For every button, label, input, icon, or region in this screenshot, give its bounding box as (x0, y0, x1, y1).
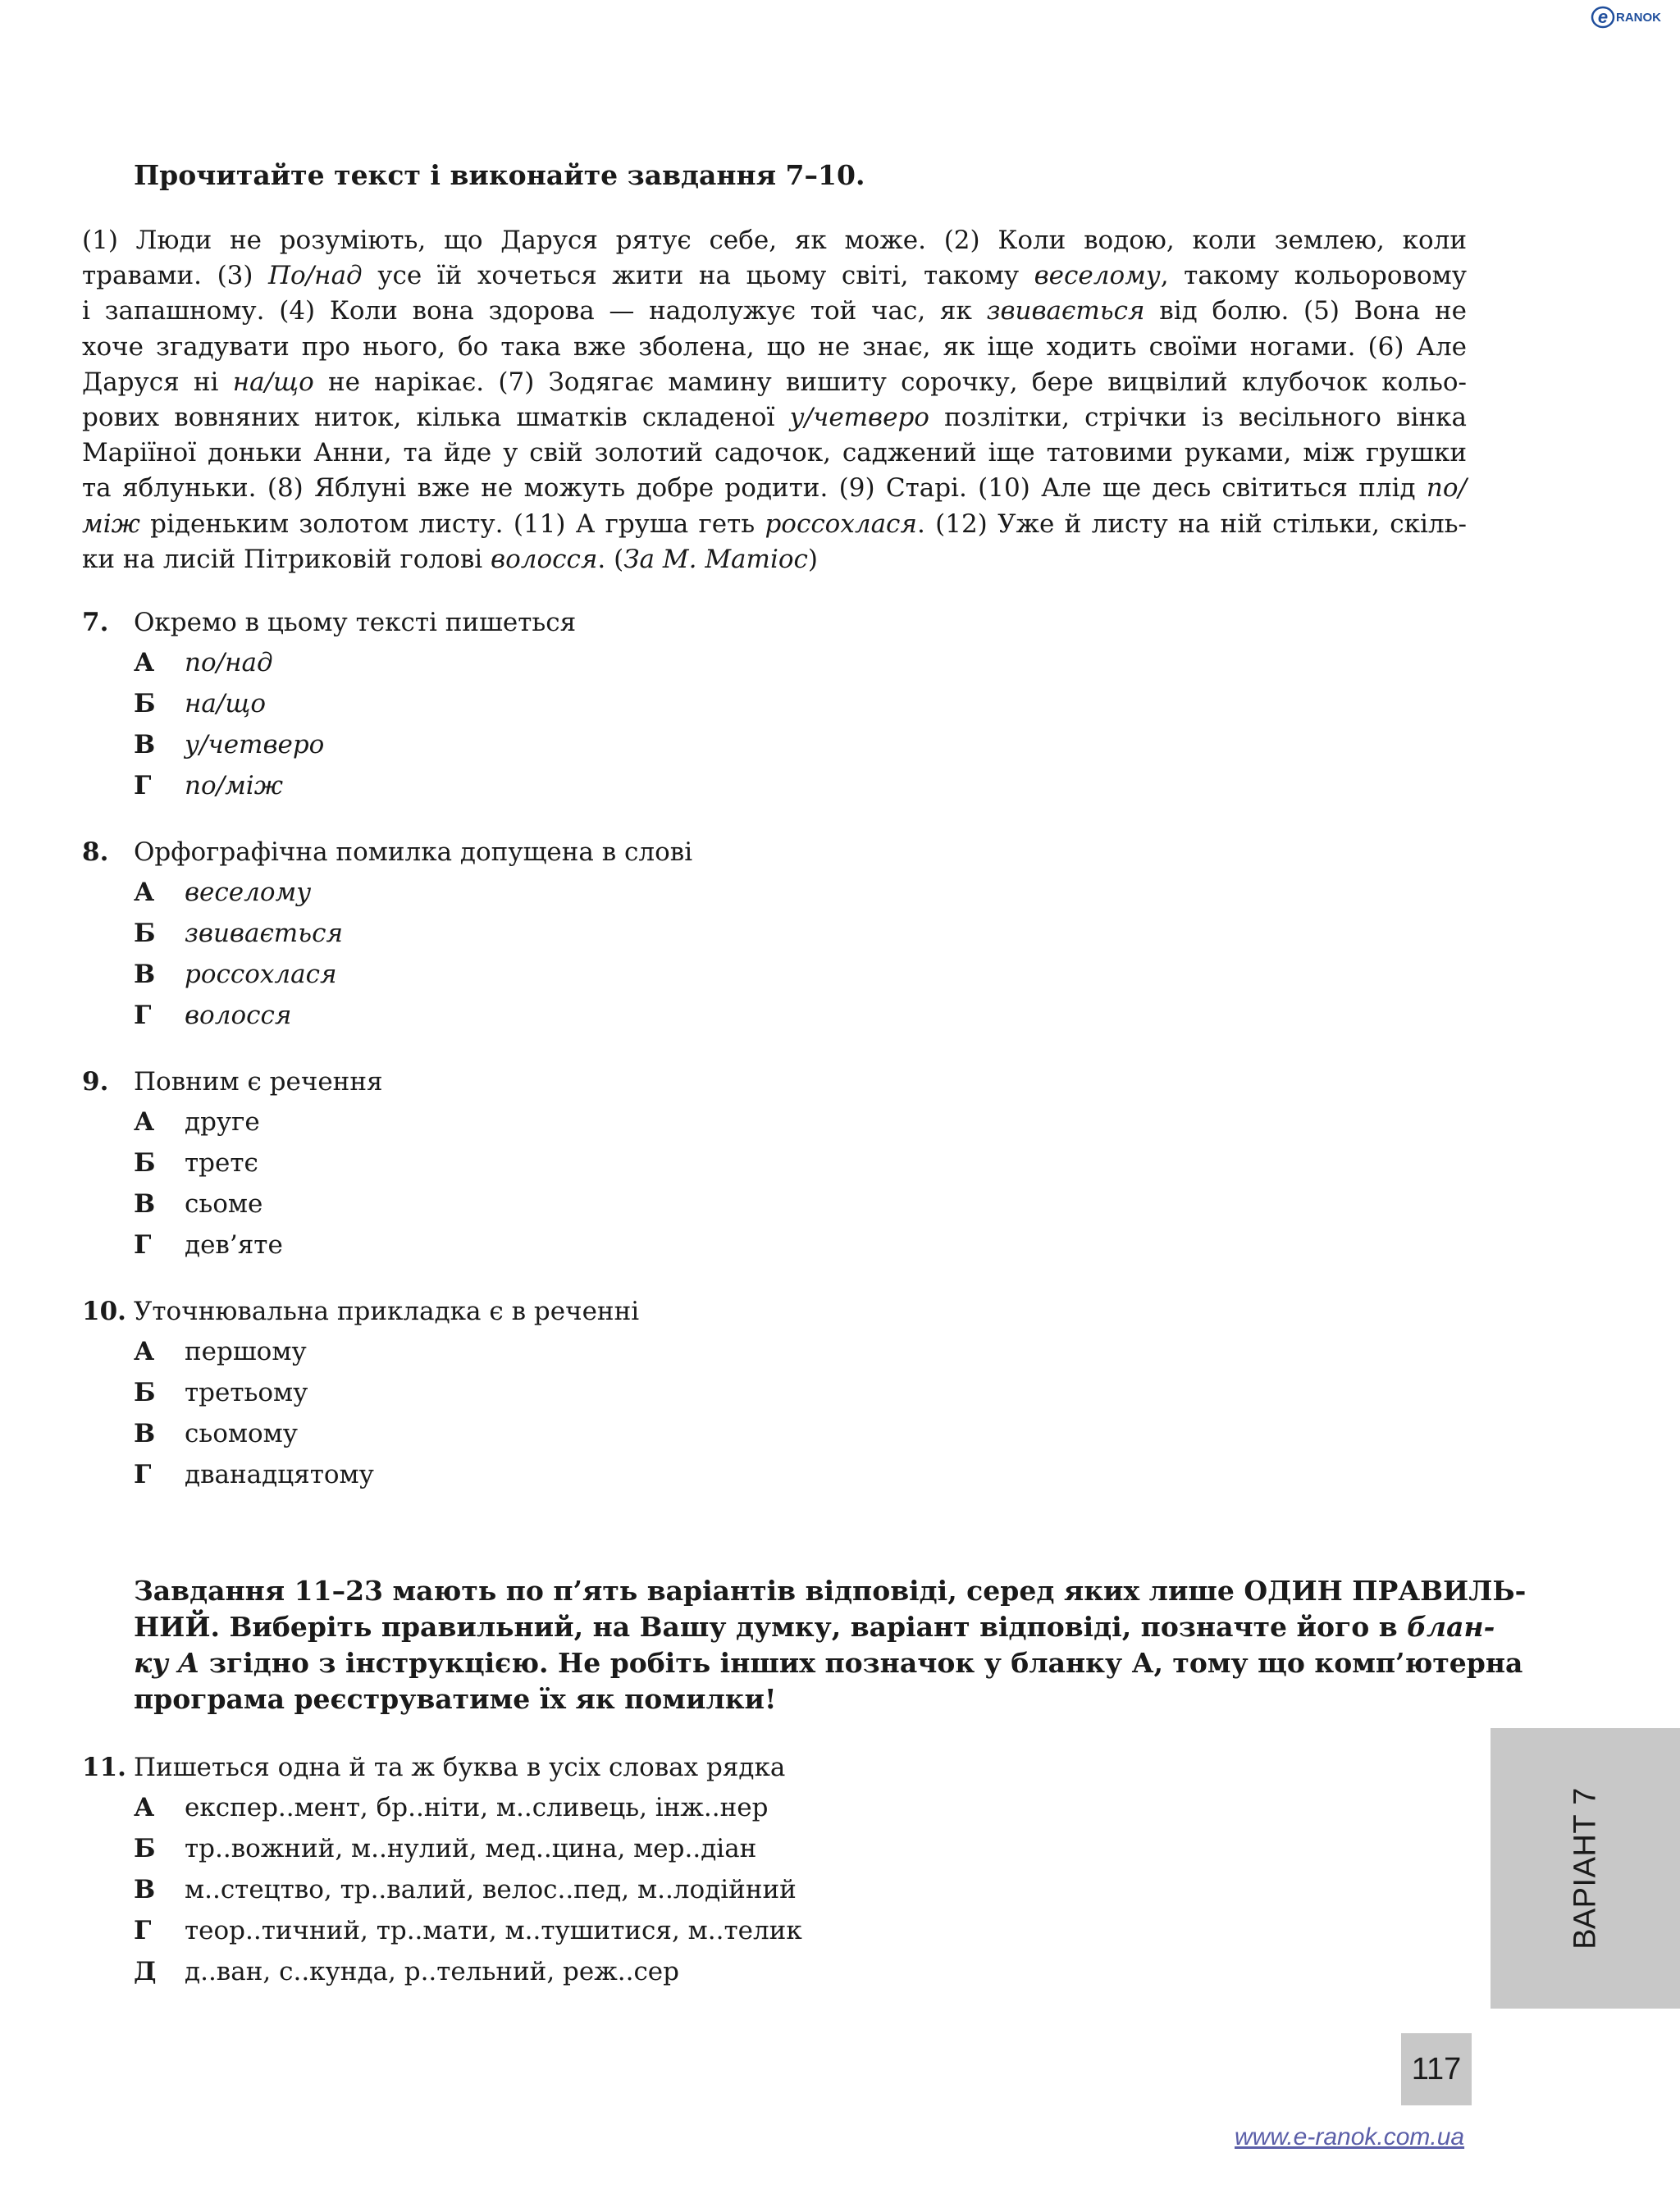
question-stem: Пишеться одна й та ж буква в усіх словах рядка (134, 1753, 786, 1782)
option-text: третьому (185, 1378, 308, 1407)
passage-line: Даруся ні на/що не нарікає. (7) Зодягає мамину вишиту сорочку, бере вицвілий клубочок кольо- (82, 367, 1467, 397)
option-letter: Б (134, 919, 156, 948)
option-text: волосся (185, 1001, 292, 1030)
logo-word: RANOK (1616, 11, 1661, 25)
option-text: третє (185, 1148, 258, 1178)
answer-option[interactable] (82, 683, 1477, 724)
option-text: россохлася (185, 960, 337, 989)
passage-line: хоче згадувати про нього, бо така вже зболена, що не знає, як іще ходить своїми ногами. (6) Але (82, 331, 1467, 362)
answer-option[interactable] (82, 765, 1477, 806)
question-number: 11. (82, 1753, 126, 1782)
answer-option[interactable] (82, 1184, 1477, 1225)
option-text: сьоме (185, 1189, 263, 1219)
option-letter: Г (134, 1230, 152, 1260)
question-7 (82, 603, 1477, 806)
option-text: веселому (185, 878, 312, 907)
answer-option[interactable] (82, 913, 1477, 954)
answer-option[interactable] (82, 1828, 1477, 1869)
option-letter: Г (134, 771, 152, 800)
option-letter: А (134, 1337, 155, 1366)
logo-letter: e (1597, 7, 1609, 27)
publisher-logo (1590, 3, 1672, 31)
passage-line: (1) Люди не розуміють, що Даруся рятує себе, як може. (2) Коли водою, коли землею, коли (82, 226, 1467, 255)
option-letter: Г (134, 1001, 152, 1030)
passage-line: Маріїної доньки Анни, та йде у свій золотий садочок, саджений іще татовими руками, між грушки (82, 438, 1467, 468)
page-number: 117 (1401, 2033, 1472, 2105)
option-letter: В (134, 730, 156, 759)
option-letter: В (134, 1419, 156, 1448)
option-letter: Д (134, 1957, 157, 1986)
option-letter: Б (134, 1148, 156, 1178)
option-letter: Г (134, 1916, 152, 1945)
option-letter: В (134, 1875, 156, 1904)
variant-label: ВАРІАНТ 7 (1568, 1787, 1602, 1950)
option-text: першому (185, 1337, 307, 1366)
passage-line: та яблуньки. (8) Яблуні вже не можуть добре родити. (9) Старі. (10) Але ще десь світиться плід по/ (82, 473, 1467, 504)
answer-option[interactable] (82, 1225, 1477, 1266)
question-stem: Уточнювальна прикладка є в реченні (134, 1297, 640, 1326)
option-letter: В (134, 960, 156, 989)
option-text: звивається (185, 919, 343, 948)
answer-option[interactable] (82, 1413, 1477, 1454)
answer-option[interactable] (82, 1454, 1477, 1495)
answer-option[interactable] (82, 1787, 1477, 1828)
option-text: д..ван, с..кунда, р..тельний, реж..сер (185, 1957, 680, 1986)
option-text: теор..тичний, тр..мати, м..тушитися, м..телик (185, 1916, 802, 1945)
option-letter: А (134, 1107, 155, 1137)
answer-option[interactable] (82, 1372, 1477, 1413)
instructions-line: програма реєструватиме їх як помилки! (134, 1683, 777, 1715)
option-letter: Б (134, 689, 156, 718)
option-letter: А (134, 1793, 155, 1822)
answer-option[interactable] (82, 724, 1477, 765)
reading-passage (82, 223, 1467, 577)
option-letter: Б (134, 1378, 156, 1407)
question-8 (82, 832, 1477, 1036)
instructions-line: НИЙ. Виберіть правильний, на Вашу думку, варіант відповіді, позначте його в блан- (134, 1611, 1495, 1643)
section-heading: Прочитайте текст і виконайте завдання 7–10. (134, 159, 865, 191)
option-letter: А (134, 878, 155, 907)
option-text: дев’яте (185, 1230, 283, 1260)
question-number: 10. (82, 1297, 126, 1326)
answer-option[interactable] (82, 995, 1477, 1036)
option-text: тр..вожний, м..нулий, мед..цина, мер..діан (185, 1834, 757, 1863)
instructions-block (134, 1573, 1527, 1717)
option-letter: В (134, 1189, 156, 1219)
question-stem: Окремо в цьому тексті пишеться (134, 608, 577, 637)
answer-option[interactable] (82, 1142, 1477, 1184)
passage-line: рових вовняних ниток, кілька шматків складеної у/четверо позлітки, стрічки із весільного вінка (82, 402, 1468, 432)
option-text: дванадцятому (185, 1460, 374, 1489)
option-letter: Б (134, 1834, 156, 1863)
answer-option[interactable] (82, 1910, 1477, 1951)
option-text: сьомому (185, 1419, 299, 1448)
variant-side-tab (1491, 1728, 1680, 2009)
question-stem: Орфографічна помилка допущена в слові (134, 837, 693, 867)
question-stem: Повним є речення (134, 1067, 383, 1097)
publisher-url-link[interactable]: www.e-ranok.com.ua (1235, 2123, 1465, 2150)
question-number: 9. (82, 1067, 109, 1097)
answer-option[interactable] (82, 642, 1477, 683)
passage-line: ки на лисій Пітриковій голові волосся. (За М. Матіос) (82, 544, 818, 574)
passage-line: і запашному. (4) Коли вона здорова — надолужує той час, як звивається від болю. (5) Вона не (82, 296, 1467, 326)
option-text: м..стецтво, тр..валий, велос..пед, м..лодійний (185, 1875, 797, 1904)
question-10 (82, 1292, 1477, 1495)
option-text: по/між (185, 771, 283, 800)
option-text: у/четверо (185, 730, 325, 759)
passage-line: травами. (3) По/над усе їй хочеться жити на цьому світі, такому веселому, такому кольоровому (82, 261, 1467, 291)
instructions-line: ку А згідно з інструкцією. Не робіть інших позначок у бланку А, тому що комп’ютерна (134, 1647, 1523, 1679)
option-letter: А (134, 648, 155, 677)
answer-option[interactable] (82, 872, 1477, 913)
question-number: 7. (82, 608, 109, 637)
passage-line: між ріденьким золотом листу. (11) А груша геть россохлася. (12) Уже й листу на ній стільки, скіль- (82, 509, 1467, 539)
answer-option[interactable] (82, 1331, 1477, 1372)
answer-option[interactable] (82, 1101, 1477, 1142)
question-11 (82, 1748, 1477, 1992)
option-text: експер..мент, бр..ніти, м..сливець, інж..нер (185, 1793, 769, 1822)
answer-option[interactable] (82, 1869, 1477, 1910)
answer-option[interactable] (82, 1951, 1477, 1992)
question-9 (82, 1062, 1477, 1266)
answer-option[interactable] (82, 954, 1477, 995)
option-text: по/над (185, 648, 273, 677)
instructions-line: Завдання 11–23 мають по п’ять варіантів відповіді, серед яких лише ОДИН ПРАВИЛЬ- (134, 1575, 1527, 1607)
option-text: друге (185, 1107, 260, 1137)
option-text: на/що (185, 689, 267, 718)
question-number: 8. (82, 837, 109, 867)
option-letter: Г (134, 1460, 152, 1489)
